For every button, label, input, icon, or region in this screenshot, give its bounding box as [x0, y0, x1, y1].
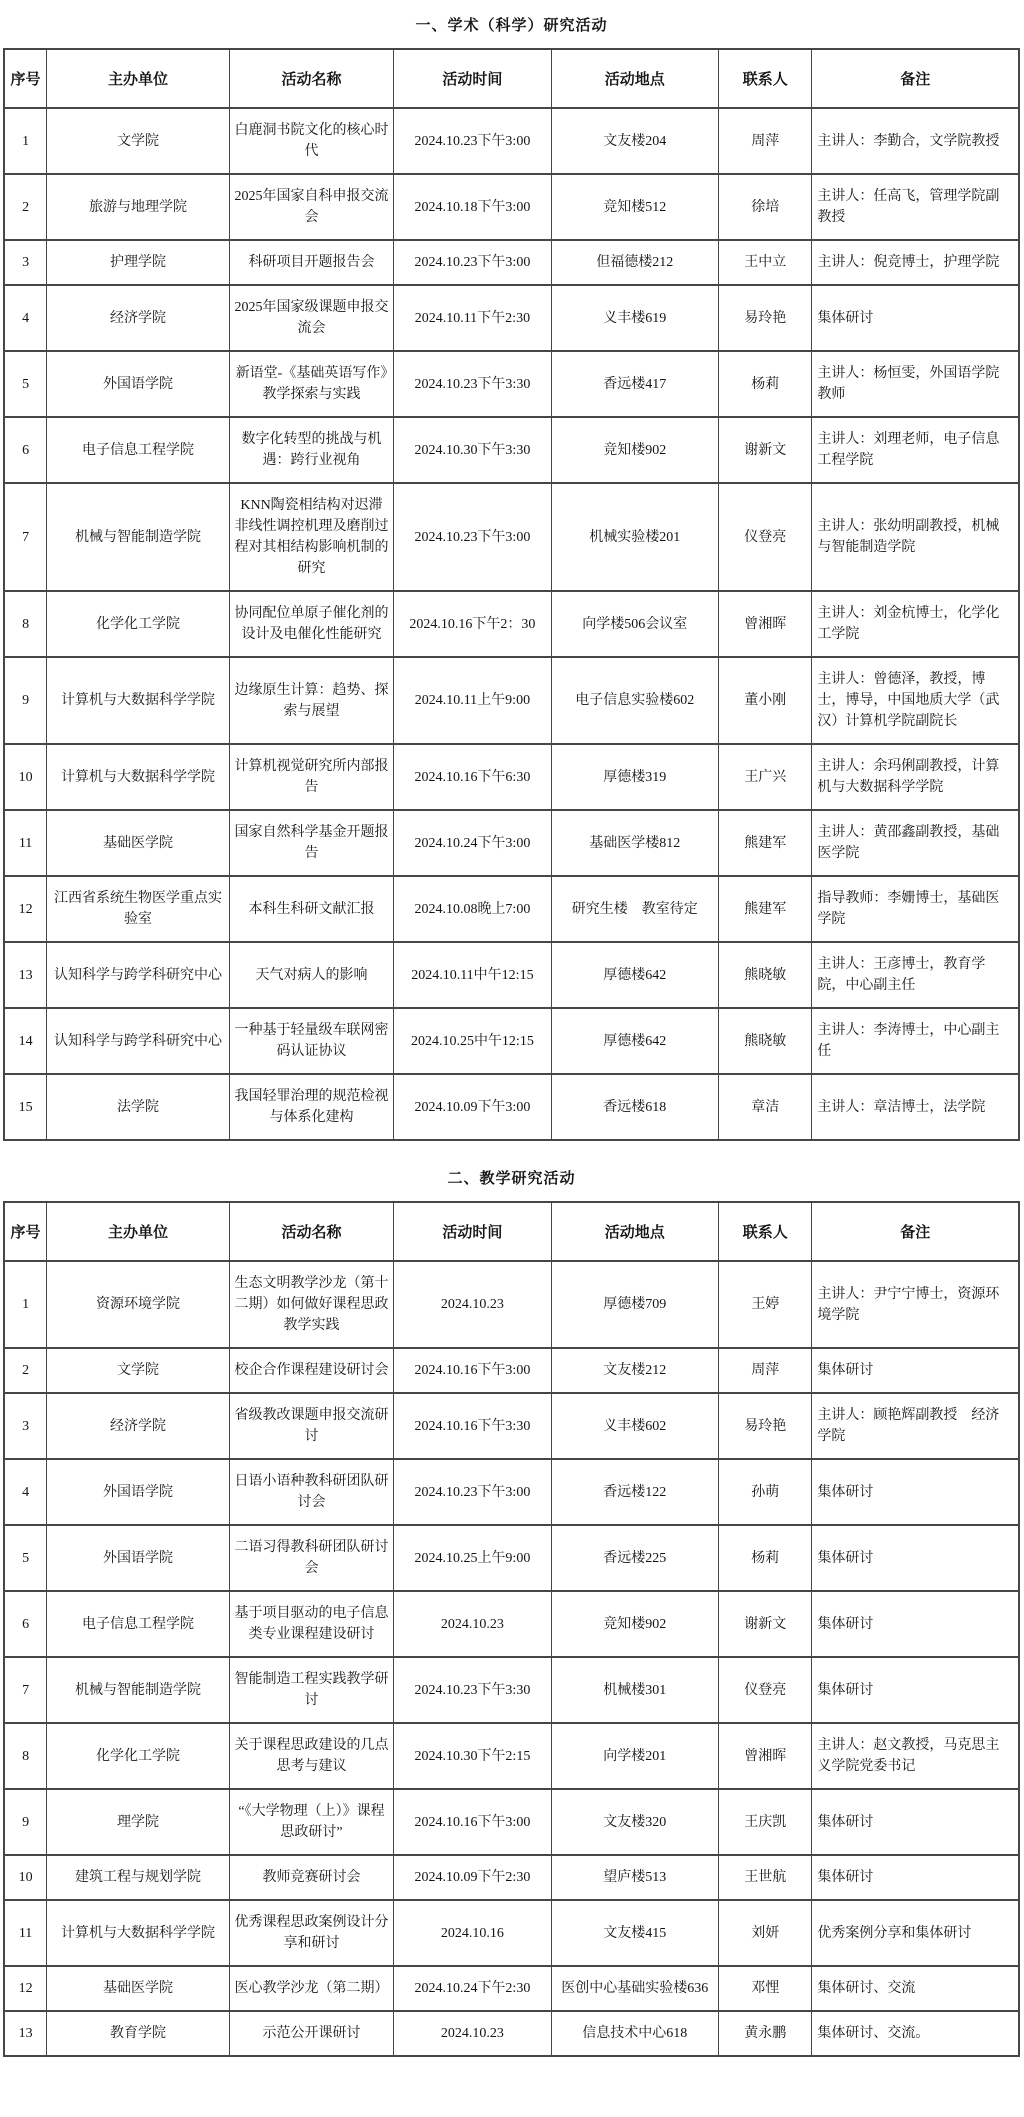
- cell-index: 4: [4, 1459, 47, 1525]
- cell-remarks: 集体研讨: [812, 1348, 1019, 1393]
- cell-activity-name: 生态文明教学沙龙（第十二期）如何做好课程思政教学实践: [229, 1261, 393, 1348]
- cell-activity-time: 2024.10.23: [394, 1261, 551, 1348]
- cell-activity-time: 2024.10.11上午9:00: [394, 657, 551, 744]
- cell-organizer: 认知科学与跨学科研究中心: [47, 1008, 230, 1074]
- header-row: [4, 49, 1019, 108]
- cell-index: 3: [4, 1393, 47, 1459]
- table-row: [4, 1855, 1019, 1900]
- cell-index: 12: [4, 876, 47, 942]
- cell-contact-person: 易玲艳: [719, 1393, 812, 1459]
- table-row: [4, 744, 1019, 810]
- cell-activity-name: 日语小语种教科研团队研讨会: [229, 1459, 393, 1525]
- cell-contact-person: 熊建军: [719, 876, 812, 942]
- teaching-activities-table: [3, 1201, 1020, 2057]
- column-header: 联系人: [719, 49, 812, 108]
- cell-activity-location: 向学楼201: [551, 1723, 718, 1789]
- cell-organizer: 理学院: [47, 1789, 230, 1855]
- cell-activity-time: 2024.10.23下午3:30: [394, 1657, 551, 1723]
- cell-remarks: 主讲人：张幼明副教授，机械与智能制造学院: [812, 483, 1019, 591]
- cell-index: 2: [4, 174, 47, 240]
- column-header: 备注: [812, 49, 1019, 108]
- cell-activity-time: 2024.10.16: [394, 1900, 551, 1966]
- cell-activity-name: 边缘原生计算：趋势、探索与展望: [229, 657, 393, 744]
- column-header: 活动地点: [551, 49, 718, 108]
- cell-remarks: 集体研讨: [812, 1591, 1019, 1657]
- cell-organizer: 法学院: [47, 1074, 230, 1140]
- table-row: [4, 417, 1019, 483]
- cell-index: 3: [4, 240, 47, 285]
- table-row: [4, 1348, 1019, 1393]
- cell-index: 2: [4, 1348, 47, 1393]
- cell-organizer: 机械与智能制造学院: [47, 483, 230, 591]
- cell-activity-location: 香远楼417: [551, 351, 718, 417]
- cell-activity-time: 2024.10.23下午3:00: [394, 1459, 551, 1525]
- cell-remarks: 主讲人：倪竞博士，护理学院: [812, 240, 1019, 285]
- cell-index: 9: [4, 1789, 47, 1855]
- table-row: [4, 351, 1019, 417]
- column-header: 备注: [812, 1202, 1019, 1261]
- cell-activity-location: 文友楼212: [551, 1348, 718, 1393]
- table-row: [4, 483, 1019, 591]
- table-row: [4, 1008, 1019, 1074]
- table-header: [4, 1202, 1019, 1261]
- cell-activity-location: 望庐楼513: [551, 1855, 718, 1900]
- cell-remarks: 指导教师：李姗博士，基础医学院: [812, 876, 1019, 942]
- cell-index: 5: [4, 351, 47, 417]
- cell-activity-name: 白鹿洞书院文化的核心时代: [229, 108, 393, 174]
- cell-activity-name: 科研项目开题报告会: [229, 240, 393, 285]
- cell-organizer: 外国语学院: [47, 1459, 230, 1525]
- cell-organizer: 旅游与地理学院: [47, 174, 230, 240]
- cell-activity-time: 2024.10.25上午9:00: [394, 1525, 551, 1591]
- cell-activity-name: “《大学物理（上）》课程思政研讨”: [229, 1789, 393, 1855]
- table-row: [4, 1525, 1019, 1591]
- cell-activity-time: 2024.10.11中午12:15: [394, 942, 551, 1008]
- table-row: [4, 1657, 1019, 1723]
- cell-activity-name: 关于课程思政建设的几点思考与建议: [229, 1723, 393, 1789]
- cell-remarks: 主讲人：顾艳辉副教授 经济学院: [812, 1393, 1019, 1459]
- cell-activity-time: 2024.10.09下午3:00: [394, 1074, 551, 1140]
- column-header: 主办单位: [47, 1202, 230, 1261]
- cell-activity-time: 2024.10.24下午2:30: [394, 1966, 551, 2011]
- cell-remarks: 集体研讨: [812, 1459, 1019, 1525]
- table-header: [4, 49, 1019, 108]
- column-header: 序号: [4, 49, 47, 108]
- cell-remarks: 主讲人：曾德泽，教授，博士，博导，中国地质大学（武汉）计算机学院副院长: [812, 657, 1019, 744]
- table-row: [4, 1789, 1019, 1855]
- cell-activity-location: 竞知楼902: [551, 1591, 718, 1657]
- table-row: [4, 657, 1019, 744]
- cell-activity-name: 本科生科研文献汇报: [229, 876, 393, 942]
- cell-activity-location: 竞知楼512: [551, 174, 718, 240]
- cell-activity-time: 2024.10.30下午3:30: [394, 417, 551, 483]
- cell-index: 7: [4, 1657, 47, 1723]
- table-body: [4, 108, 1019, 1140]
- cell-activity-location: 竞知楼902: [551, 417, 718, 483]
- table-row: [4, 1074, 1019, 1140]
- cell-remarks: 集体研讨: [812, 1855, 1019, 1900]
- cell-contact-person: 孙萌: [719, 1459, 812, 1525]
- cell-activity-name: 2025年国家级课题申报交流会: [229, 285, 393, 351]
- cell-activity-location: 厚德楼642: [551, 942, 718, 1008]
- cell-organizer: 文学院: [47, 1348, 230, 1393]
- cell-activity-time: 2024.10.16下午6:30: [394, 744, 551, 810]
- cell-activity-time: 2024.10.23下午3:30: [394, 351, 551, 417]
- cell-remarks: 主讲人：刘金杭博士，化学化工学院: [812, 591, 1019, 657]
- cell-contact-person: 曾湘晖: [719, 591, 812, 657]
- cell-activity-location: 医创中心基础实验楼636: [551, 1966, 718, 2011]
- cell-activity-time: 2024.10.25中午12:15: [394, 1008, 551, 1074]
- cell-remarks: 优秀案例分享和集体研讨: [812, 1900, 1019, 1966]
- cell-organizer: 江西省系统生物医学重点实验室: [47, 876, 230, 942]
- table-row: [4, 240, 1019, 285]
- cell-contact-person: 曾湘晖: [719, 1723, 812, 1789]
- cell-contact-person: 熊晓敏: [719, 1008, 812, 1074]
- table-row: [4, 591, 1019, 657]
- cell-remarks: 主讲人：赵文教授，马克思主义学院党委书记: [812, 1723, 1019, 1789]
- cell-contact-person: 邓悝: [719, 1966, 812, 2011]
- table-row: [4, 942, 1019, 1008]
- cell-organizer: 文学院: [47, 108, 230, 174]
- cell-remarks: 集体研讨、交流: [812, 1966, 1019, 2011]
- cell-contact-person: 徐培: [719, 174, 812, 240]
- cell-index: 8: [4, 1723, 47, 1789]
- cell-remarks: 集体研讨: [812, 1789, 1019, 1855]
- cell-activity-time: 2024.10.16下午3:00: [394, 1789, 551, 1855]
- cell-index: 4: [4, 285, 47, 351]
- cell-activity-location: 基础医学楼812: [551, 810, 718, 876]
- cell-remarks: 集体研讨: [812, 285, 1019, 351]
- cell-activity-time: 2024.10.23: [394, 1591, 551, 1657]
- section-teaching-research: [3, 1167, 1020, 2057]
- table-row: [4, 1591, 1019, 1657]
- cell-activity-location: 机械楼301: [551, 1657, 718, 1723]
- cell-activity-location: 香远楼122: [551, 1459, 718, 1525]
- cell-activity-name: 我国轻罪治理的规范检视与体系化建构: [229, 1074, 393, 1140]
- cell-contact-person: 刘妍: [719, 1900, 812, 1966]
- column-header: 活动地点: [551, 1202, 718, 1261]
- section-title-teaching: 二、教学研究活动: [447, 1171, 576, 1187]
- cell-index: 15: [4, 1074, 47, 1140]
- cell-organizer: 基础医学院: [47, 810, 230, 876]
- cell-activity-name: 校企合作课程建设研讨会: [229, 1348, 393, 1393]
- cell-contact-person: 章洁: [719, 1074, 812, 1140]
- table-row: [4, 1459, 1019, 1525]
- cell-index: 1: [4, 1261, 47, 1348]
- cell-activity-time: 2024.10.23下午3:00: [394, 483, 551, 591]
- cell-activity-name: 数字化转型的挑战与机遇：跨行业视角: [229, 417, 393, 483]
- cell-organizer: 建筑工程与规划学院: [47, 1855, 230, 1900]
- cell-remarks: 集体研讨: [812, 1525, 1019, 1591]
- cell-index: 11: [4, 810, 47, 876]
- cell-activity-location: 义丰楼619: [551, 285, 718, 351]
- cell-remarks: 主讲人：李涛博士，中心副主任: [812, 1008, 1019, 1074]
- cell-organizer: 机械与智能制造学院: [47, 1657, 230, 1723]
- cell-activity-location: 电子信息实验楼602: [551, 657, 718, 744]
- cell-activity-location: 文友楼320: [551, 1789, 718, 1855]
- cell-contact-person: 周萍: [719, 1348, 812, 1393]
- cell-organizer: 电子信息工程学院: [47, 417, 230, 483]
- table-body: [4, 1261, 1019, 2056]
- table-row: [4, 1723, 1019, 1789]
- table-row: [4, 876, 1019, 942]
- cell-contact-person: 周萍: [719, 108, 812, 174]
- cell-activity-location: 文友楼204: [551, 108, 718, 174]
- cell-activity-name: 教师竞赛研讨会: [229, 1855, 393, 1900]
- cell-organizer: 经济学院: [47, 285, 230, 351]
- table-row: [4, 1966, 1019, 2011]
- cell-activity-time: 2024.10.23: [394, 2011, 551, 2056]
- cell-activity-name: 优秀课程思政案例设计分享和研讨: [229, 1900, 393, 1966]
- cell-activity-time: 2024.10.24下午3:00: [394, 810, 551, 876]
- cell-activity-location: 信息技术中心618: [551, 2011, 718, 2056]
- cell-activity-time: 2024.10.23下午3:00: [394, 108, 551, 174]
- cell-activity-time: 2024.10.16下午3:30: [394, 1393, 551, 1459]
- cell-activity-name: 基于项目驱动的电子信息类专业课程建设研讨: [229, 1591, 393, 1657]
- cell-activity-time: 2024.10.16下午3:00: [394, 1348, 551, 1393]
- table-row: [4, 285, 1019, 351]
- cell-organizer: 电子信息工程学院: [47, 1591, 230, 1657]
- cell-index: 1: [4, 108, 47, 174]
- cell-activity-name: 2025年国家自科申报交流会: [229, 174, 393, 240]
- column-header: 主办单位: [47, 49, 230, 108]
- cell-index: 13: [4, 2011, 47, 2056]
- cell-activity-name: 智能制造工程实践教学研讨: [229, 1657, 393, 1723]
- cell-organizer: 教育学院: [47, 2011, 230, 2056]
- cell-contact-person: 易玲艳: [719, 285, 812, 351]
- column-header: 活动名称: [229, 1202, 393, 1261]
- cell-activity-location: 文友楼415: [551, 1900, 718, 1966]
- cell-activity-name: KNN陶瓷相结构对迟滞非线性调控机理及磨削过程对其相结构影响机制的研究: [229, 483, 393, 591]
- cell-activity-time: 2024.10.16下午2：30: [394, 591, 551, 657]
- cell-index: 7: [4, 483, 47, 591]
- column-header: 活动时间: [394, 49, 551, 108]
- cell-organizer: 外国语学院: [47, 351, 230, 417]
- cell-activity-name: 示范公开课研讨: [229, 2011, 393, 2056]
- cell-activity-time: 2024.10.23下午3:00: [394, 240, 551, 285]
- cell-index: 9: [4, 657, 47, 744]
- cell-organizer: 基础医学院: [47, 1966, 230, 2011]
- table-row: [4, 1261, 1019, 1348]
- cell-activity-time: 2024.10.08晚上7:00: [394, 876, 551, 942]
- cell-remarks: 主讲人：杨恒雯，外国语学院教师: [812, 351, 1019, 417]
- section-title-academic: 一、学术（科学）研究活动: [415, 18, 608, 34]
- cell-activity-location: 研究生楼 教室待定: [551, 876, 718, 942]
- cell-activity-location: 厚德楼709: [551, 1261, 718, 1348]
- table-row: [4, 810, 1019, 876]
- table-row: [4, 1900, 1019, 1966]
- cell-contact-person: 王世航: [719, 1855, 812, 1900]
- cell-organizer: 资源环境学院: [47, 1261, 230, 1348]
- cell-activity-location: 厚德楼319: [551, 744, 718, 810]
- cell-index: 13: [4, 942, 47, 1008]
- table-row: [4, 2011, 1019, 2056]
- cell-remarks: 主讲人：王彦博士，教育学院，中心副主任: [812, 942, 1019, 1008]
- cell-activity-location: 但福德楼212: [551, 240, 718, 285]
- cell-index: 6: [4, 417, 47, 483]
- cell-remarks: 主讲人：章洁博士，法学院: [812, 1074, 1019, 1140]
- cell-activity-name: 省级教改课题申报交流研讨: [229, 1393, 393, 1459]
- cell-contact-person: 杨莉: [719, 351, 812, 417]
- cell-organizer: 计算机与大数据科学学院: [47, 657, 230, 744]
- academic-activities-table: [3, 48, 1020, 1141]
- cell-organizer: 护理学院: [47, 240, 230, 285]
- cell-activity-time: 2024.10.18下午3:00: [394, 174, 551, 240]
- cell-activity-name: 国家自然科学基金开题报告: [229, 810, 393, 876]
- cell-activity-name: 协同配位单原子催化剂的设计及电催化性能研究: [229, 591, 393, 657]
- cell-activity-time: 2024.10.30下午2:15: [394, 1723, 551, 1789]
- cell-contact-person: 王广兴: [719, 744, 812, 810]
- cell-organizer: 计算机与大数据科学学院: [47, 1900, 230, 1966]
- cell-contact-person: 杨莉: [719, 1525, 812, 1591]
- cell-index: 11: [4, 1900, 47, 1966]
- section-academic-research: [3, 14, 1020, 1141]
- cell-contact-person: 王中立: [719, 240, 812, 285]
- cell-activity-location: 香远楼618: [551, 1074, 718, 1140]
- cell-organizer: 化学化工学院: [47, 591, 230, 657]
- cell-activity-name: 一种基于轻量级车联网密码认证协议: [229, 1008, 393, 1074]
- cell-activity-time: 2024.10.11下午2:30: [394, 285, 551, 351]
- cell-remarks: 主讲人：余玛俐副教授，计算机与大数据科学学院: [812, 744, 1019, 810]
- cell-remarks: 集体研讨: [812, 1657, 1019, 1723]
- cell-contact-person: 熊晓敏: [719, 942, 812, 1008]
- cell-index: 5: [4, 1525, 47, 1591]
- cell-activity-time: 2024.10.09下午2:30: [394, 1855, 551, 1900]
- cell-activity-location: 香远楼225: [551, 1525, 718, 1591]
- cell-activity-name: 二语习得教科研团队研讨会: [229, 1525, 393, 1591]
- cell-activity-location: 机械实验楼201: [551, 483, 718, 591]
- cell-index: 10: [4, 744, 47, 810]
- column-header: 活动名称: [229, 49, 393, 108]
- cell-remarks: 主讲人：李勤合，文学院教授: [812, 108, 1019, 174]
- cell-contact-person: 熊建军: [719, 810, 812, 876]
- cell-contact-person: 谢新文: [719, 417, 812, 483]
- column-header: 活动时间: [394, 1202, 551, 1261]
- cell-remarks: 主讲人：黄邵鑫副教授，基础医学院: [812, 810, 1019, 876]
- table-row: [4, 108, 1019, 174]
- cell-contact-person: 王庆凯: [719, 1789, 812, 1855]
- cell-organizer: 经济学院: [47, 1393, 230, 1459]
- cell-organizer: 化学化工学院: [47, 1723, 230, 1789]
- cell-contact-person: 王婷: [719, 1261, 812, 1348]
- cell-activity-name: 医心教学沙龙（第二期）: [229, 1966, 393, 2011]
- cell-activity-location: 义丰楼602: [551, 1393, 718, 1459]
- cell-organizer: 外国语学院: [47, 1525, 230, 1591]
- cell-remarks: 主讲人：尹宁宁博士，资源环境学院: [812, 1261, 1019, 1348]
- cell-contact-person: 谢新文: [719, 1591, 812, 1657]
- cell-remarks: 主讲人：刘理老师，电子信息工程学院: [812, 417, 1019, 483]
- cell-index: 8: [4, 591, 47, 657]
- cell-activity-name: 新语堂-《基础英语写作》教学探索与实践: [229, 351, 393, 417]
- cell-contact-person: 黄永鹏: [719, 2011, 812, 2056]
- cell-activity-location: 厚德楼642: [551, 1008, 718, 1074]
- cell-activity-name: 天气对病人的影响: [229, 942, 393, 1008]
- cell-index: 12: [4, 1966, 47, 2011]
- table-row: [4, 1393, 1019, 1459]
- header-row: [4, 1202, 1019, 1261]
- cell-contact-person: 仪登亮: [719, 483, 812, 591]
- cell-activity-name: 计算机视觉研究所内部报告: [229, 744, 393, 810]
- column-header: 联系人: [719, 1202, 812, 1261]
- cell-remarks: 主讲人：任高飞，管理学院副教授: [812, 174, 1019, 240]
- cell-remarks: 集体研讨、交流。: [812, 2011, 1019, 2056]
- table-row: [4, 174, 1019, 240]
- cell-index: 6: [4, 1591, 47, 1657]
- cell-index: 10: [4, 1855, 47, 1900]
- column-header: 序号: [4, 1202, 47, 1261]
- cell-contact-person: 仪登亮: [719, 1657, 812, 1723]
- cell-index: 14: [4, 1008, 47, 1074]
- cell-contact-person: 董小刚: [719, 657, 812, 744]
- cell-organizer: 计算机与大数据科学学院: [47, 744, 230, 810]
- cell-organizer: 认知科学与跨学科研究中心: [47, 942, 230, 1008]
- cell-activity-location: 向学楼506会议室: [551, 591, 718, 657]
